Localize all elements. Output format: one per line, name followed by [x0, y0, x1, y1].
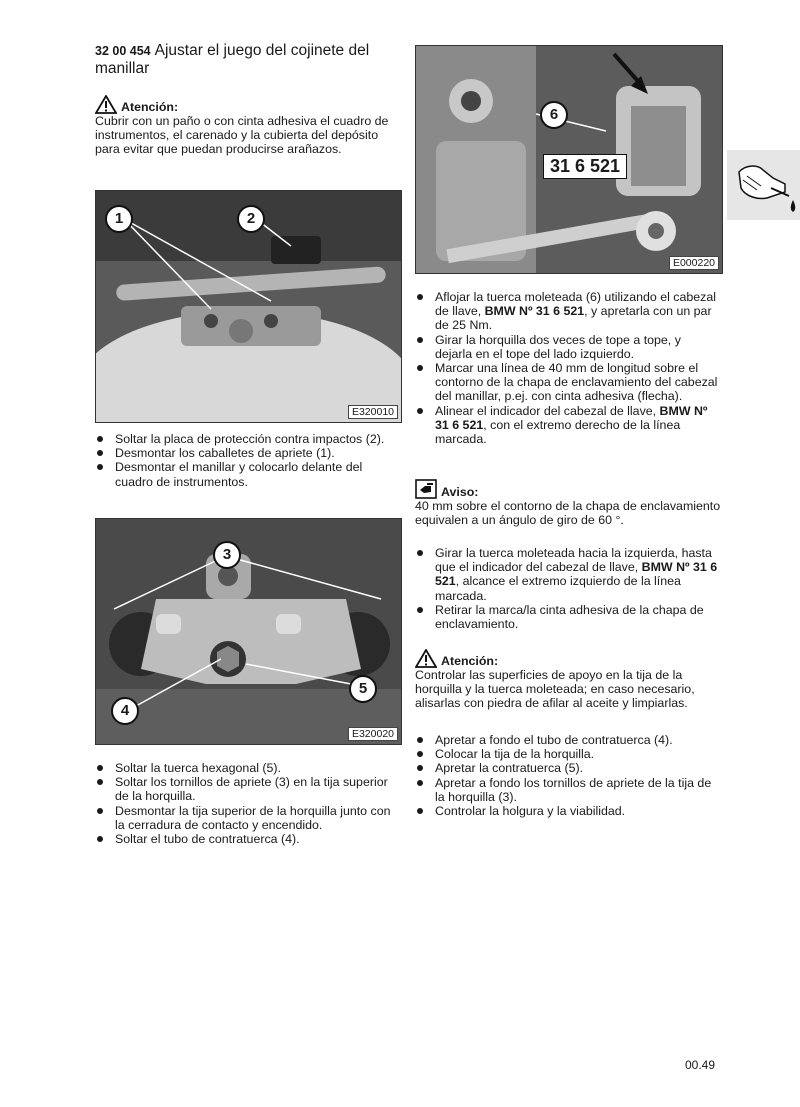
figure-ref: E000220 [669, 256, 719, 270]
photo-handlebar-clamps [95, 190, 402, 423]
section-title [95, 42, 400, 77]
callout-2: 2 [237, 205, 265, 233]
warning-triangle-icon [95, 95, 117, 114]
warning-heading: Atención: [441, 653, 499, 668]
note-heading: Aviso: [441, 484, 479, 499]
figure-ref: E320020 [348, 727, 398, 741]
photo-torque-wrench [415, 45, 723, 274]
steps-list-4 [415, 546, 721, 631]
photo-fork-bridge-illustration [96, 519, 401, 744]
list-item: Marcar una línea de 40 mm de longitud sobre el contorno de la chapa de enclavamiento del cabezal del manillar, p.ej. con cinta adhesiva (flecha). [415, 361, 721, 404]
list-item: Apretar la contratuerca (5). [415, 761, 721, 775]
warning-box-1 [95, 92, 400, 157]
warning-triangle-icon [415, 649, 437, 668]
warning-heading: Atención: [121, 99, 179, 114]
note-hand-icon [415, 479, 437, 499]
list-item: Soltar la placa de protección contra impactos (2). [95, 432, 395, 446]
list-item: Girar la tuerca moleteada hacia la izquierda, hasta que el indicador del cabezal de llave, BMW Nº 31 6 521, alcance el extremo izquierdo de la línea marcada. [415, 546, 721, 603]
list-item: Alinear el indicador del cabezal de llave, BMW Nº 31 6 521, con el extremo derecho de la línea marcada. [415, 404, 721, 447]
oil-can-icon [727, 150, 800, 220]
callout-5: 5 [349, 675, 377, 703]
list-item: Controlar la holgura y la viabilidad. [415, 804, 721, 818]
section-code: 32 00 454 [95, 44, 151, 58]
list-item: Soltar los tornillos de apriete (3) en la tija superior de la horquilla. [95, 775, 395, 803]
section-title-text: Ajustar el juego del cojinete del manillar [95, 42, 370, 77]
warning-text: Cubrir con un paño o con cinta adhesiva el cuadro de instrumentos, el carenado y la cubierta del depósito para evitar que puedan producirse arañazos. [95, 114, 389, 157]
callout-1: 1 [105, 205, 133, 233]
steps-list-1 [95, 432, 395, 489]
page-number: 00.49 [685, 1058, 716, 1072]
callout-6: 6 [540, 101, 568, 129]
warning-box-2 [415, 646, 721, 711]
callout-3: 3 [213, 541, 241, 569]
list-item: Apretar a fondo los tornillos de apriete de la tija de la horquilla (3). [415, 776, 721, 804]
list-item: Desmontar la tija superior de la horquilla junto con la cerradura de contacto y encendido. [95, 804, 395, 832]
photo-fork-bridge [95, 518, 402, 745]
steps-list-2 [95, 761, 395, 846]
list-item: Desmontar el manillar y colocarlo delante del cuadro de instrumentos. [95, 460, 395, 488]
figure-ref: E320010 [348, 405, 398, 419]
note-box [415, 477, 721, 527]
list-item: Desmontar los caballetes de apriete (1). [95, 446, 395, 460]
list-item: Colocar la tija de la horquilla. [415, 747, 721, 761]
steps-list-3 [415, 290, 721, 446]
list-item: Retirar la marca/la cinta adhesiva de la chapa de enclavamiento. [415, 603, 721, 631]
list-item: Girar la horquilla dos veces de tope a tope, y dejarla en el tope del lado izquierdo. [415, 333, 721, 361]
note-text: 40 mm sobre el contorno de la chapa de enclavamiento equivalen a un ángulo de giro de 60 °. [415, 499, 721, 528]
callout-4: 4 [111, 697, 139, 725]
tool-number-label: 31 6 521 [543, 154, 627, 179]
steps-list-5 [415, 733, 721, 818]
list-item: Soltar el tubo de contratuerca (4). [95, 832, 395, 846]
list-item: Apretar a fondo el tubo de contratuerca (4). [415, 733, 721, 747]
list-item: Soltar la tuerca hexagonal (5). [95, 761, 395, 775]
list-item: Aflojar la tuerca moleteada (6) utilizando el cabezal de llave, BMW Nº 31 6 521, y apretarla con un par de 25 Nm. [415, 290, 721, 333]
warning-text: Controlar las superficies de apoyo en la tija de la horquilla y la tuerca moleteada; en caso necesario, alisarlas con piedra de afilar al aceite y limpiarlas. [415, 668, 695, 711]
section-tab [727, 150, 800, 220]
